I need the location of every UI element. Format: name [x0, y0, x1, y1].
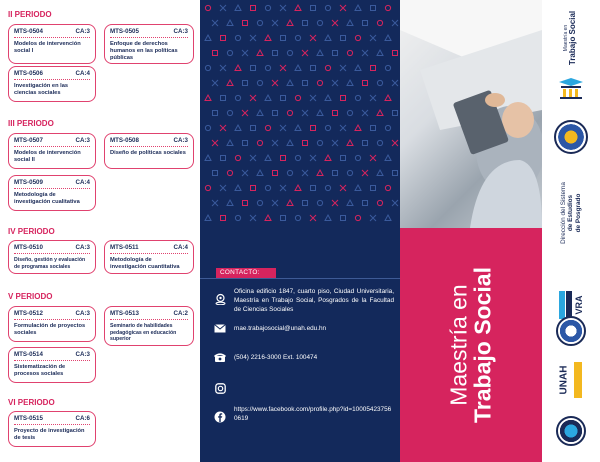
pattern-shape: [340, 65, 346, 71]
pattern-shape: [235, 215, 240, 220]
pattern-shape: [272, 80, 278, 86]
pattern-shape: [377, 20, 382, 25]
phone-icon: [214, 353, 226, 366]
pattern-shape: [272, 20, 278, 26]
pattern-shape: [332, 140, 338, 146]
pattern-shape: [325, 65, 330, 70]
pattern-shape: [385, 185, 390, 190]
unah-logo-text: UNAH: [558, 365, 570, 395]
course-credits: CA:3: [75, 244, 90, 251]
pattern-shape: [265, 125, 270, 130]
pattern-shape: [347, 170, 352, 175]
pattern-shape: [341, 216, 346, 221]
pattern-shape: [377, 200, 382, 205]
period-6-label: VI PERIODO: [8, 398, 55, 407]
pattern-shape: [370, 155, 376, 161]
course-credits: CA:3: [75, 310, 90, 317]
pattern-shape: [371, 6, 376, 11]
pattern-shape: [302, 110, 308, 116]
pattern-shape: [385, 155, 391, 161]
pattern-shape: [311, 66, 316, 71]
pattern-shape: [377, 50, 383, 56]
pattern-shape: [317, 20, 322, 25]
pattern-shape: [325, 155, 331, 161]
pattern-shape: [370, 35, 376, 41]
pattern-shape: [355, 65, 361, 71]
pattern-shape: [221, 156, 226, 161]
pattern-shape: [362, 170, 368, 176]
pattern-shape: [235, 155, 240, 160]
course-credits: CA:4: [75, 70, 90, 77]
pattern-shape: [371, 126, 376, 131]
pattern-shape: [317, 50, 323, 56]
course-card-mts-0505: [104, 24, 194, 64]
pattern-shape: [347, 140, 353, 146]
maestria-logo-text: [564, 11, 578, 65]
pattern-shape: [235, 35, 240, 40]
course-code: MTS-0509: [14, 179, 43, 186]
unah-bar: [574, 362, 582, 398]
pattern-shape: [251, 186, 256, 191]
pattern-shape: [243, 21, 248, 26]
pattern-shape: [227, 80, 233, 86]
pattern-shape: [287, 200, 293, 206]
pattern-shape: [265, 35, 271, 41]
pattern-shape: [393, 111, 398, 116]
pattern-shape: [243, 81, 248, 86]
pattern-shape: [257, 20, 262, 25]
course-code: MTS-0514: [14, 351, 43, 358]
vra-logo-text: VRA: [574, 295, 584, 315]
course-code: MTS-0510: [14, 244, 43, 251]
course-card-mts-0506: [8, 66, 96, 102]
pattern-shape: [392, 200, 398, 206]
pattern-shape: [341, 96, 346, 101]
course-name: Proyecto de investigación de tesis: [14, 428, 85, 442]
pattern-shape: [265, 65, 270, 70]
decorative-pattern: [200, 0, 400, 232]
pattern-shape: [333, 171, 338, 176]
pattern-shape: [295, 95, 300, 100]
cover-title: [447, 267, 494, 423]
pattern-shape: [295, 5, 301, 11]
pattern-shape: [287, 20, 293, 26]
pattern-shape: [302, 50, 308, 56]
pattern-shape: [385, 95, 391, 101]
pattern-shape: [235, 5, 241, 11]
pattern-shape: [355, 35, 360, 40]
pattern-shape: [235, 65, 241, 71]
pattern-shape: [281, 216, 286, 221]
course-name: Metodología de investigación cuantitativa: [110, 257, 180, 271]
pattern-shape: [392, 80, 398, 86]
pattern-shape: [310, 95, 316, 101]
contact-divider: [200, 278, 400, 279]
pattern-shape: [235, 185, 241, 191]
pattern-shape: [221, 36, 226, 41]
pattern-shape: [385, 215, 391, 221]
pattern-shape: [317, 170, 323, 176]
location-pin-icon: [214, 293, 226, 308]
pattern-shape: [212, 20, 218, 26]
pattern-shape: [385, 35, 391, 41]
contact-facebook-link[interactable]: https://www.facebook.com/profile.php?id=100054237560619: [234, 406, 392, 422]
pattern-shape: [227, 20, 233, 26]
course-card-mts-0513: [104, 306, 194, 346]
maestria-logo-line2: Trabajo Social: [568, 10, 578, 66]
course-name: Diseño de políticas sociales: [110, 150, 186, 156]
course-name: Modelos de intervención social I: [14, 41, 81, 55]
unah-seal-icon: [556, 416, 586, 446]
pattern-shape: [205, 95, 211, 101]
course-name: Diseño, gestión y evaluación de programas sociales: [14, 257, 86, 270]
pattern-shape: [341, 156, 346, 161]
pattern-shape: [355, 155, 360, 160]
pattern-shape: [340, 5, 346, 11]
pattern-shape: [273, 171, 278, 176]
course-code: MTS-0508: [110, 137, 139, 144]
course-credits: CA:2: [173, 310, 188, 317]
pattern-shape: [295, 185, 301, 191]
course-card-mts-0507: [8, 133, 96, 169]
facebook-icon[interactable]: [214, 411, 226, 426]
pattern-shape: [213, 51, 218, 56]
pattern-shape: [370, 95, 376, 101]
pattern-shape: [220, 65, 226, 71]
pattern-shape: [377, 140, 382, 145]
pattern-shape: [377, 80, 382, 85]
pattern-shape: [250, 95, 256, 101]
contact-heading: CONTACTO:: [216, 268, 276, 278]
pattern-shape: [371, 186, 376, 191]
pattern-shape: [280, 125, 286, 131]
pattern-shape: [377, 170, 383, 176]
pattern-shape: [287, 110, 292, 115]
period-2-label: II PERIODO: [8, 10, 52, 19]
pattern-shape: [332, 20, 338, 26]
pattern-shape: [250, 155, 256, 161]
instagram-icon[interactable]: [214, 383, 226, 397]
pattern-shape: [273, 51, 278, 56]
course-name: Sistematización de procesos sociales: [14, 364, 66, 378]
contact-email[interactable]: mae.trabajosocial@unah.edu.hn: [234, 325, 327, 332]
pattern-shape: [355, 5, 361, 11]
pattern-shape: [287, 170, 292, 175]
pattern-shape: [362, 110, 368, 116]
pattern-shape: [227, 170, 232, 175]
course-name: Seminario de habilidades pedagógicas en educación superior: [110, 323, 177, 342]
pattern-shape: [280, 185, 286, 191]
pattern-shape: [227, 140, 233, 146]
pattern-shape: [213, 111, 218, 116]
course-credits: CA:6: [75, 415, 90, 422]
pattern-shape: [272, 140, 278, 146]
pattern-shape: [341, 36, 346, 41]
cover-title-line1: Maestría en: [445, 284, 472, 406]
direccion-line1: Dirección del Sistema: [559, 182, 567, 244]
maestria-logo-icon: [556, 78, 586, 100]
pattern-shape: [257, 200, 262, 205]
pattern-shape: [257, 50, 263, 56]
course-credits: CA:3: [173, 137, 188, 144]
pattern-shape: [325, 35, 331, 41]
course-credits: CA:4: [173, 244, 188, 251]
pattern-shape: [333, 111, 338, 116]
pattern-shape: [287, 50, 292, 55]
direccion-line3: de Posgrado: [574, 193, 582, 233]
pattern-shape: [272, 200, 278, 206]
course-name: Formulación de proyectos sociales: [14, 323, 86, 337]
pattern-shape: [257, 140, 262, 145]
pattern-shape: [311, 126, 316, 131]
pattern-shape: [235, 125, 241, 131]
pattern-shape: [385, 65, 390, 70]
pattern-shape: [212, 80, 218, 86]
course-credits: CA:3: [75, 137, 90, 144]
university-seal-icon: [554, 120, 588, 154]
direccion-line2: de Estudios: [567, 194, 575, 232]
pattern-shape: [303, 201, 308, 206]
pattern-shape: [281, 156, 286, 161]
pattern-shape: [363, 141, 368, 146]
pattern-shape: [393, 171, 398, 176]
pattern-shape: [347, 80, 353, 86]
cover-photo: [400, 0, 542, 228]
pattern-shape: [310, 215, 316, 221]
pattern-shape: [325, 5, 330, 10]
pattern-shape: [302, 170, 308, 176]
pattern-shape: [251, 126, 256, 131]
pattern-shape: [221, 96, 226, 101]
pattern-shape: [332, 200, 338, 206]
pattern-shape: [251, 6, 256, 11]
pattern-shape: [325, 185, 330, 190]
contact-phone: (504) 2216-3000 Ext. 100474: [234, 354, 318, 361]
contact-address: Oficina edificio 1847, cuarto piso, Ciudad Universitaria, Maestría en Trabajo Social, Posgrados de la Facultad de Ciencias Sociales: [234, 288, 394, 313]
pattern-shape: [265, 5, 270, 10]
pattern-shape: [205, 185, 210, 190]
pattern-shape: [340, 125, 346, 131]
pattern-shape: [392, 20, 398, 26]
pattern-shape: [355, 95, 360, 100]
course-code: MTS-0512: [14, 310, 43, 317]
pattern-shape: [250, 215, 256, 221]
contact-panel: [200, 0, 400, 462]
vra-seal-icon: [556, 316, 586, 346]
pattern-shape: [385, 5, 390, 10]
course-credits: CA:3: [173, 28, 188, 35]
pattern-shape: [332, 80, 338, 86]
pattern-shape: [333, 51, 338, 56]
pattern-shape: [362, 50, 368, 56]
course-code: MTS-0504: [14, 28, 43, 35]
pattern-shape: [273, 111, 278, 116]
logos-strip: [542, 0, 600, 462]
pattern-shape: [257, 170, 263, 176]
course-card-mts-0508: [104, 133, 194, 169]
pattern-shape: [325, 95, 331, 101]
pattern-shape: [325, 215, 331, 221]
pattern-shape: [242, 110, 248, 116]
course-code: MTS-0507: [14, 137, 43, 144]
course-panel: [0, 0, 200, 462]
pattern-shape: [363, 201, 368, 206]
pattern-shape: [347, 200, 353, 206]
pattern-shape: [220, 125, 226, 131]
pattern-shape: [242, 50, 248, 56]
pattern-shape: [212, 200, 218, 206]
course-name: Investigación en las ciencias sociales: [14, 83, 69, 97]
pattern-shape: [280, 65, 286, 71]
course-credits: CA:3: [75, 28, 90, 35]
pattern-shape: [371, 66, 376, 71]
pattern-shape: [303, 21, 308, 26]
pattern-shape: [205, 155, 211, 161]
pattern-shape: [227, 50, 232, 55]
pattern-shape: [220, 5, 226, 11]
pattern-shape: [311, 186, 316, 191]
pattern-shape: [221, 216, 226, 221]
pattern-shape: [355, 125, 361, 131]
pattern-shape: [281, 36, 286, 41]
pattern-shape: [265, 155, 271, 161]
pattern-shape: [311, 6, 316, 11]
pattern-shape: [227, 110, 232, 115]
pattern-shape: [295, 215, 300, 220]
pattern-shape: [227, 200, 233, 206]
pattern-shape: [363, 21, 368, 26]
pattern-shape: [243, 201, 248, 206]
pattern-shape: [251, 66, 256, 71]
pattern-shape: [287, 80, 293, 86]
pattern-shape: [257, 80, 262, 85]
pattern-shape: [281, 96, 286, 101]
course-credits: CA:3: [75, 351, 90, 358]
pattern-shape: [213, 171, 218, 176]
pattern-shape: [265, 95, 271, 101]
pattern-shape: [205, 215, 211, 221]
course-name: Metodología de investigación cualitativa: [14, 192, 80, 206]
course-card-mts-0514: [8, 347, 96, 383]
course-code: MTS-0506: [14, 70, 43, 77]
pattern-shape: [295, 125, 301, 131]
pattern-shape: [340, 185, 346, 191]
course-card-mts-0509: [8, 175, 96, 211]
pattern-shape: [317, 110, 323, 116]
pattern-shape: [310, 155, 316, 161]
pattern-shape: [295, 35, 300, 40]
pattern-shape: [347, 50, 352, 55]
pattern-shape: [317, 140, 322, 145]
period-5-label: V PERIODO: [8, 292, 53, 301]
period-3-label: III PERIODO: [8, 119, 54, 128]
pattern-shape: [295, 155, 300, 160]
pattern-shape: [257, 110, 263, 116]
period-4-label: IV PERIODO: [8, 227, 55, 236]
pattern-shape: [205, 35, 211, 41]
pattern-shape: [205, 65, 210, 70]
course-name: Modelos de intervención social II: [14, 150, 81, 164]
pattern-shape: [295, 65, 301, 71]
pattern-shape: [377, 110, 383, 116]
pattern-shape: [212, 140, 218, 146]
pattern-shape: [392, 140, 398, 146]
pattern-shape: [250, 35, 256, 41]
email-icon: [214, 324, 226, 336]
course-code: MTS-0513: [110, 310, 139, 317]
course-code: MTS-0515: [14, 415, 43, 422]
pattern-shape: [385, 125, 390, 130]
pattern-shape: [205, 125, 210, 130]
course-name: Enfoque de derechos humanos en las políticas públicas: [110, 41, 178, 62]
pattern-shape: [243, 141, 248, 146]
course-card-mts-0511: [104, 240, 194, 274]
pattern-shape: [303, 141, 308, 146]
course-code: MTS-0505: [110, 28, 139, 35]
course-credits: CA:4: [75, 179, 90, 186]
pattern-shape: [347, 20, 353, 26]
pattern-shape: [303, 81, 308, 86]
pattern-shape: [363, 81, 368, 86]
pattern-shape: [280, 5, 286, 11]
pattern-shape: [265, 185, 270, 190]
pattern-shape: [355, 215, 360, 220]
pattern-shape: [370, 215, 376, 221]
pattern-shape: [235, 95, 240, 100]
course-card-mts-0515: [8, 411, 96, 447]
pattern-shape: [355, 185, 361, 191]
course-card-mts-0504: [8, 24, 96, 64]
pattern-shape: [347, 110, 352, 115]
pattern-shape: [205, 5, 210, 10]
direccion-posgrado-logo: [560, 182, 582, 244]
pattern-shape: [242, 170, 248, 176]
pattern-shape: [265, 215, 271, 221]
pattern-shape: [325, 125, 330, 130]
pattern-shape: [393, 51, 398, 56]
pattern-shape: [310, 35, 316, 41]
course-card-mts-0510: [8, 240, 96, 274]
pattern-shape: [317, 80, 322, 85]
maestria-logo-line1: Maestría en: [563, 24, 570, 52]
course-code: MTS-0511: [110, 244, 139, 251]
course-card-mts-0512: [8, 306, 96, 342]
pattern-shape: [317, 200, 322, 205]
cover-title-line2: Trabajo Social: [469, 267, 496, 423]
pattern-shape: [287, 140, 293, 146]
pattern-shape: [220, 185, 226, 191]
